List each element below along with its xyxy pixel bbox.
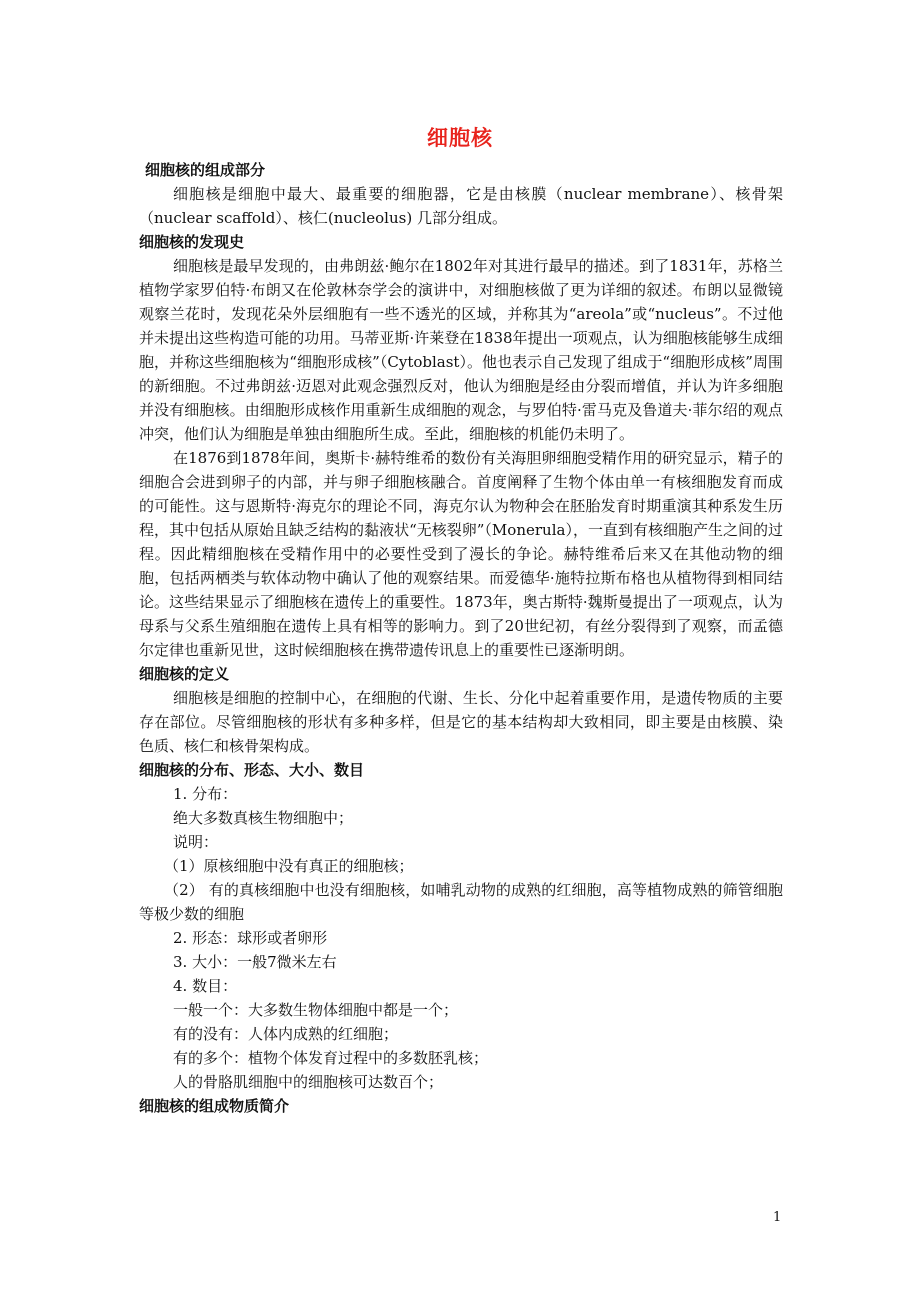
section-heading: 细胞核的分布、形态、大小、数目 <box>139 761 365 779</box>
paragraph: 细胞核是最早发现的，由弗朗兹·鲍尔在1802年对其进行最早的描述。到了1831年，苏格兰植物学家罗伯特·布朗又在伦敦林奈学会的演讲中，对细胞核做了更为详细的叙述。布朗以显微镜观察兰花时，发现花朵外层细胞有一些不透光的区域，并称其为“areola”或“nucleus”。不过他并未提出这些构造可能的功用。马蒂亚斯·许莱登在1838年提出一项观点，认为细胞核能够生成细胞，并称这些细胞核为“细胞形成核”（Cytoblast）。他也表示自己发现了组成于“细胞形成核”周围的新细胞。不过弗朗兹·迈恩对此观念强烈反对，他认为细胞是经由分裂而增值，并认为许多细胞并没有细胞核。由细胞形成核作用重新生成细胞的观念，与罗伯特·雷马克及鲁道夫·菲尔绍的观点冲突，他们认为细胞是单独由细胞所生成。至此，细胞核的机能仍未明了。 <box>139 257 783 443</box>
paragraph: 细胞核是细胞中最大、最重要的细胞器，它是由核膜（nuclear membrane）、核骨架（nuclear scaffold）、核仁(nucleolus) 几部分组成。 <box>139 185 783 227</box>
list-item: 绝大多数真核生物细胞中； <box>173 809 354 827</box>
list-item: 人的骨胳肌细胞中的细胞核可达数百个； <box>173 1073 444 1091</box>
list-item: （1）原核细胞中没有真正的细胞核； <box>164 857 414 875</box>
page-title: 细胞核 <box>427 126 493 150</box>
list-item: 一般一个：大多数生物体细胞中都是一个； <box>173 1001 459 1019</box>
list-item: 1. 分布： <box>173 785 238 803</box>
document-body <box>139 158 783 1118</box>
section-heading: 细胞核的定义 <box>139 665 230 683</box>
list-item: （2） 有的真核细胞中也没有细胞核，如哺乳动物的成熟的红细胞，高等植物成熟的筛管细胞等极少数的细胞 <box>139 881 783 923</box>
section-heading: 细胞核的组成物质简介 <box>139 1097 290 1115</box>
list-item: 4. 数目： <box>173 977 238 995</box>
list-item: 有的多个：植物个体发育过程中的多数胚乳核； <box>173 1049 489 1067</box>
page-number: 1 <box>773 1210 782 1225</box>
section-heading: 细胞核的组成部分 <box>145 161 266 179</box>
list-item: 2. 形态：球形或者卵形 <box>173 929 328 947</box>
paragraph: 在1876到1878年间，奥斯卡·赫特维希的数份有关海胆卵细胞受精作用的研究显示，精子的细胞合会进到卵子的内部，并与卵子细胞核融合。首度阐释了生物个体由单一有核细胞发育而成的可能性。这与恩斯特·海克尔的理论不同，海克尔认为物种会在胚胎发育时期重演其种系发生历程，其中包括从原始且缺乏结构的黏液状“无核裂卵”（Monerula），一直到有核细胞产生之间的过程。因此精细胞核在受精作用中的必要性受到了漫长的争论。赫特维希后来又在其他动物的细胞，包括两栖类与软体动物中确认了他的观察结果。而爱德华·施特拉斯布格也从植物得到相同结论。这些结果显示了细胞核在遗传上的重要性。1873年，奥古斯特·魏斯曼提出了一项观点，认为母系与父系生殖细胞在遗传上具有相等的影响力。到了20世纪初，有丝分裂得到了观察，而孟德尔定律也重新见世，这时候细胞核在携带遗传讯息上的重要性已逐渐明朗。 <box>139 449 783 659</box>
paragraph: 细胞核是细胞的控制中心，在细胞的代谢、生长、分化中起着重要作用，是遗传物质的主要存在部位。尽管细胞核的形状有多种多样，但是它的基本结构却大致相同，即主要是由核膜、染色质、核仁和核骨架构成。 <box>139 689 783 755</box>
list-item: 3. 大小：一般7微米左右 <box>173 953 337 971</box>
list-item: 说明： <box>173 833 219 851</box>
section-heading: 细胞核的发现史 <box>139 233 245 251</box>
list-item: 有的没有：人体内成熟的红细胞； <box>173 1025 399 1043</box>
